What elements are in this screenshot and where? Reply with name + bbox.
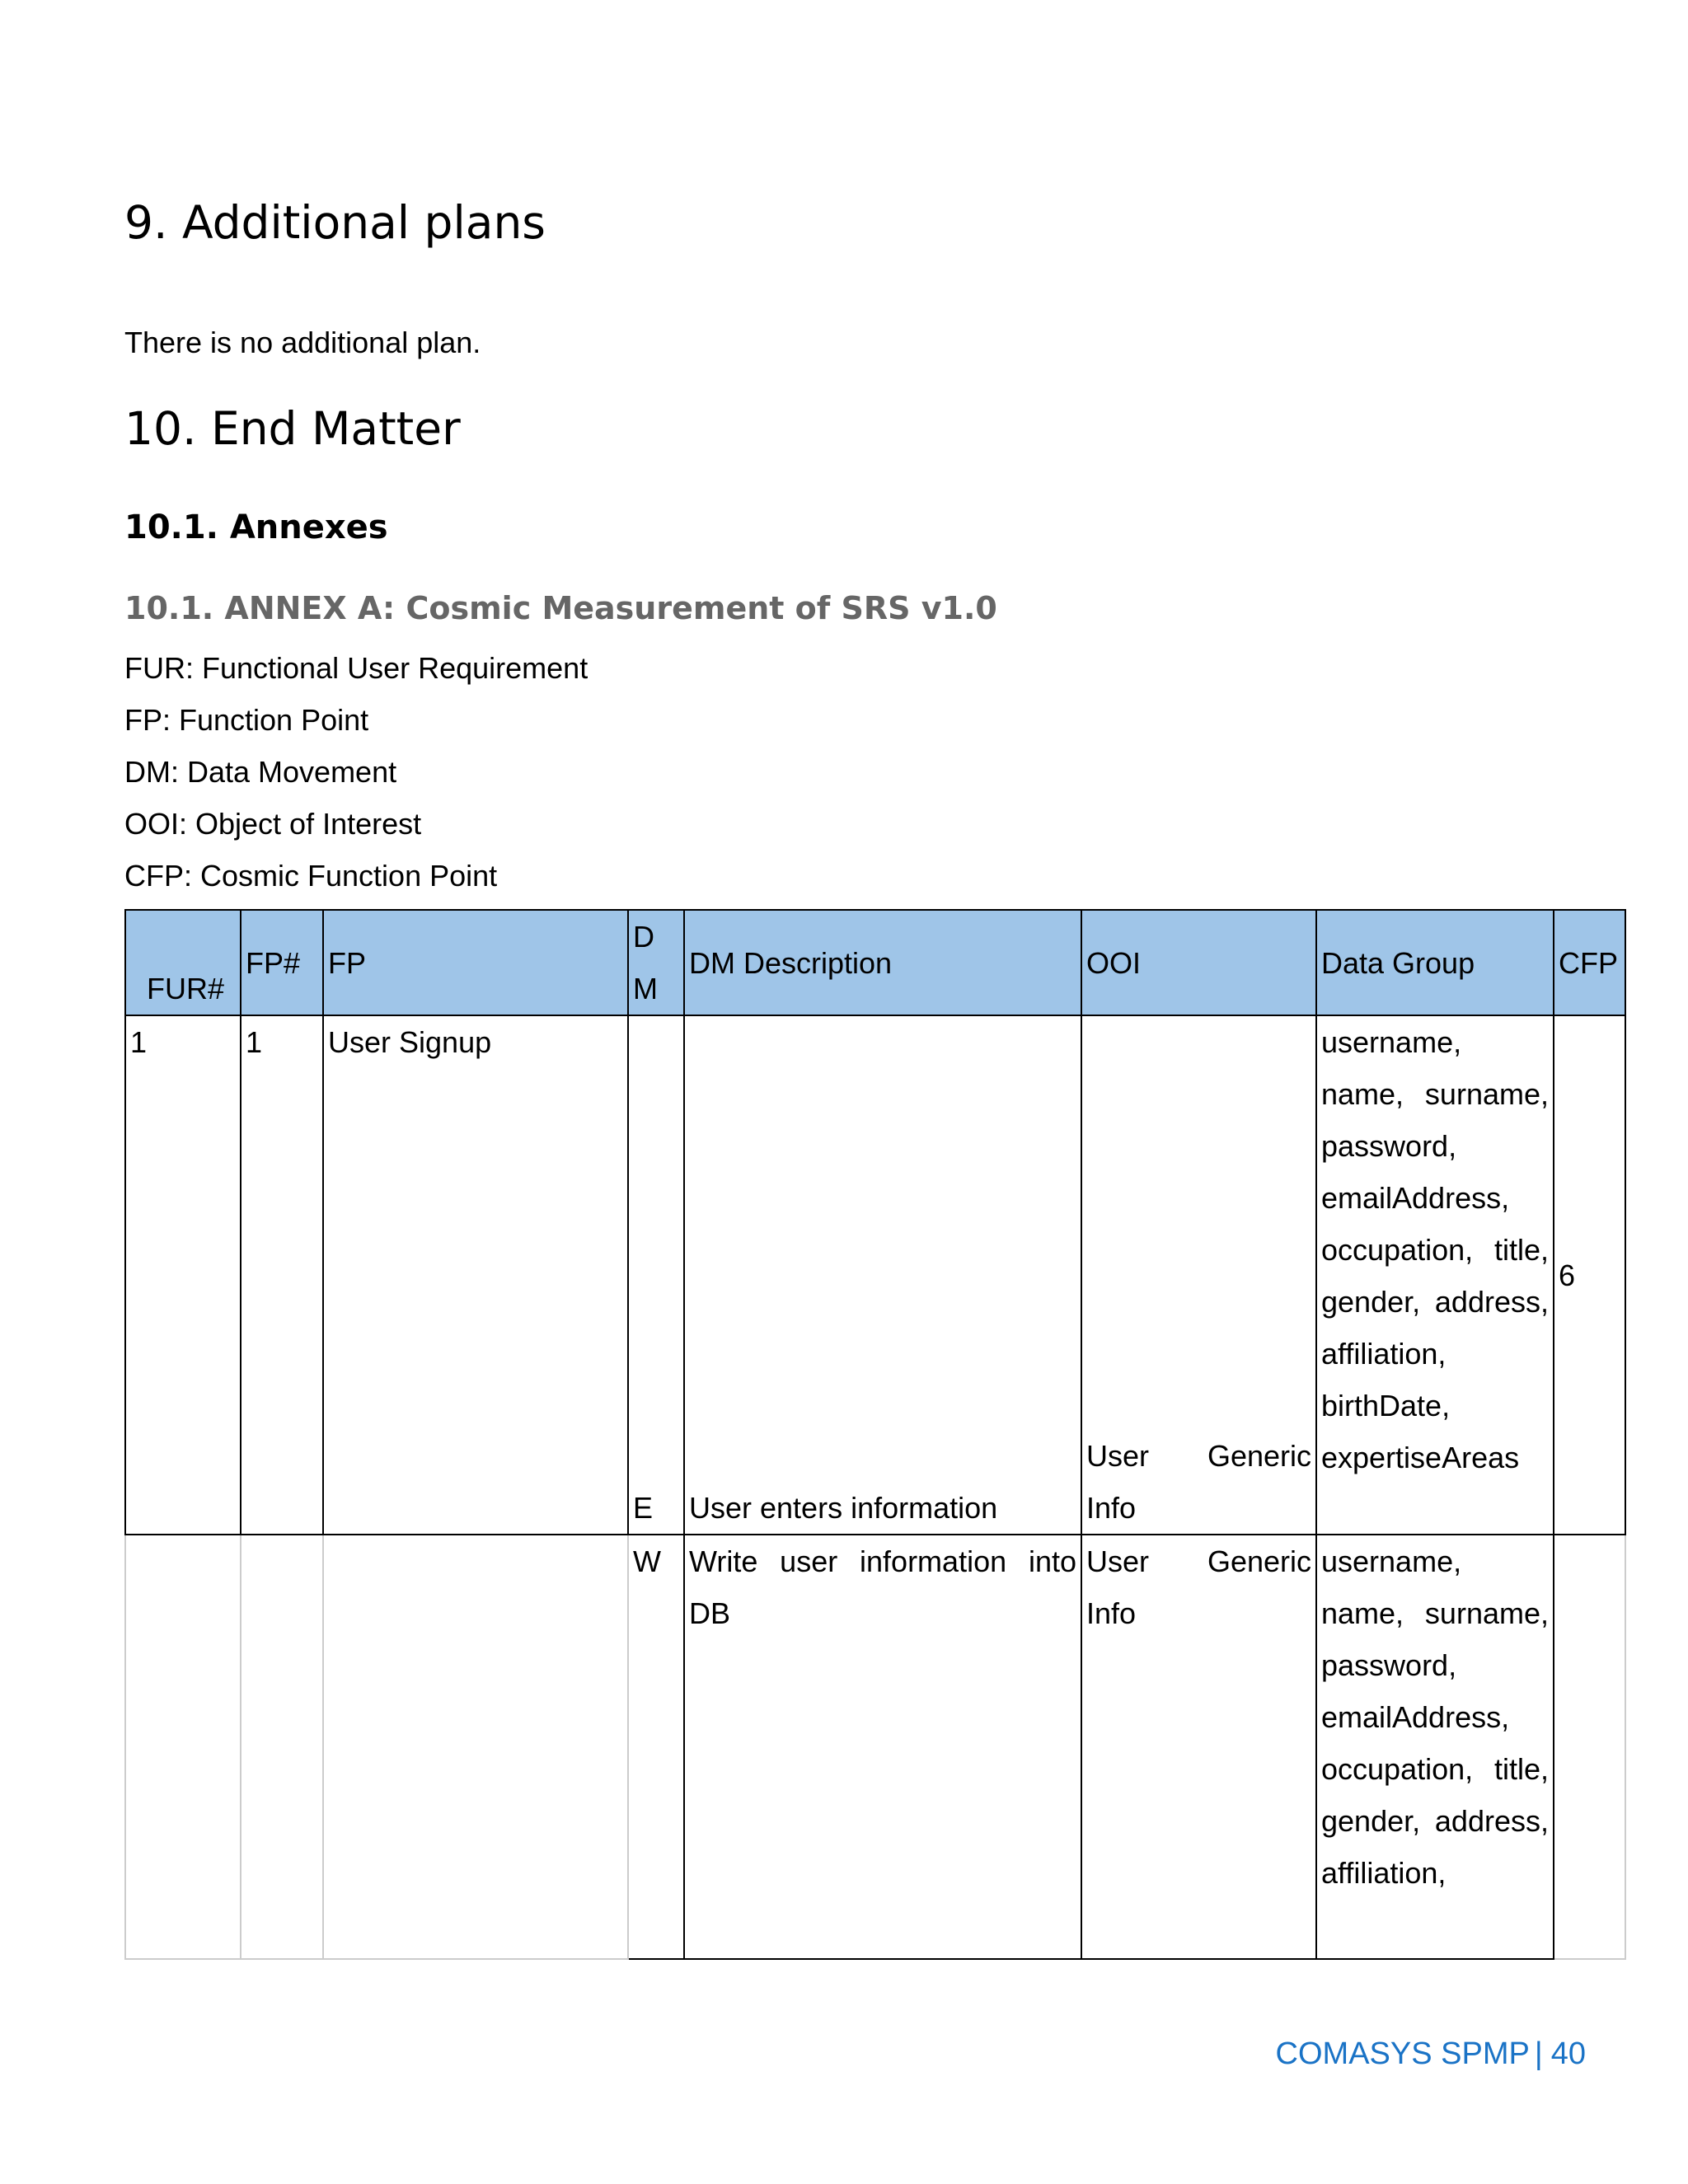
cell-data-group	[1316, 1535, 1554, 1959]
section-9-heading: 9. Additional plans	[124, 196, 546, 249]
definition-fur: FUR: Functional User Requirement	[124, 651, 588, 685]
data-group-text: username, name, surname, password, emailAddress, occupation, title, gender, address, affiliation,	[1321, 1544, 1549, 1890]
cell-dm-description: Write user information into DB	[684, 1535, 1081, 1959]
footer-doc-title: COMASYS SPMP	[1275, 2036, 1530, 2071]
header-cfp: CFP	[1554, 910, 1625, 1015]
cell-fp-number: 1	[241, 1015, 323, 1535]
cell-fur: 1	[125, 1015, 241, 1535]
data-group-text: username, name, surname, password, emailAddress, occupation, title, gender, address, affiliation, birthDate, expertiseAreas	[1321, 1025, 1549, 1474]
table-header-row	[125, 910, 1625, 1015]
cell-dm: E	[628, 1015, 684, 1535]
header-dm-description: DM Description	[684, 910, 1081, 1015]
definition-cfp: CFP: Cosmic Function Point	[124, 859, 498, 893]
header-dm	[628, 910, 684, 1015]
definition-ooi: OOI: Object of Interest	[124, 807, 422, 841]
table-row	[125, 1015, 1625, 1535]
header-ooi: OOI	[1081, 910, 1316, 1015]
cell-cfp: 6	[1554, 1015, 1625, 1535]
cell-dm: W	[628, 1535, 684, 1959]
page-footer	[1276, 2038, 1586, 2069]
definition-fp: FP: Function Point	[124, 703, 369, 737]
footer-page-number: 40	[1550, 2036, 1586, 2071]
header-data-group: Data Group	[1316, 910, 1554, 1015]
cosmic-measurement-table	[124, 909, 1626, 1960]
section-10-heading: 10. End Matter	[124, 402, 461, 455]
cell-fp: User Signup	[323, 1015, 628, 1535]
header-fp-number: FP#	[241, 910, 323, 1015]
cell-ooi: User Generic Info	[1081, 1015, 1316, 1535]
section-9-body: There is no additional plan.	[124, 326, 481, 359]
header-dm-line2: M	[633, 972, 658, 1005]
section-10-1-heading: 10.1. Annexes	[124, 509, 388, 546]
cell-fp-number	[241, 1535, 323, 1959]
cell-dm-description: User enters information	[684, 1015, 1081, 1535]
cell-data-group	[1316, 1015, 1554, 1535]
table-row	[125, 1535, 1625, 1959]
cell-fur	[125, 1535, 241, 1959]
footer-separator: |	[1534, 2036, 1543, 2071]
annex-a-heading: 10.1. ANNEX A: Cosmic Measurement of SRS v1.0	[124, 590, 997, 626]
cell-cfp	[1554, 1535, 1625, 1959]
cell-fp	[323, 1535, 628, 1959]
header-fur: FUR#	[125, 910, 241, 1015]
header-dm-line1: D	[633, 920, 654, 954]
cell-ooi: User Generic Info	[1081, 1535, 1316, 1959]
header-fp: FP	[323, 910, 628, 1015]
definition-dm: DM: Data Movement	[124, 755, 397, 789]
